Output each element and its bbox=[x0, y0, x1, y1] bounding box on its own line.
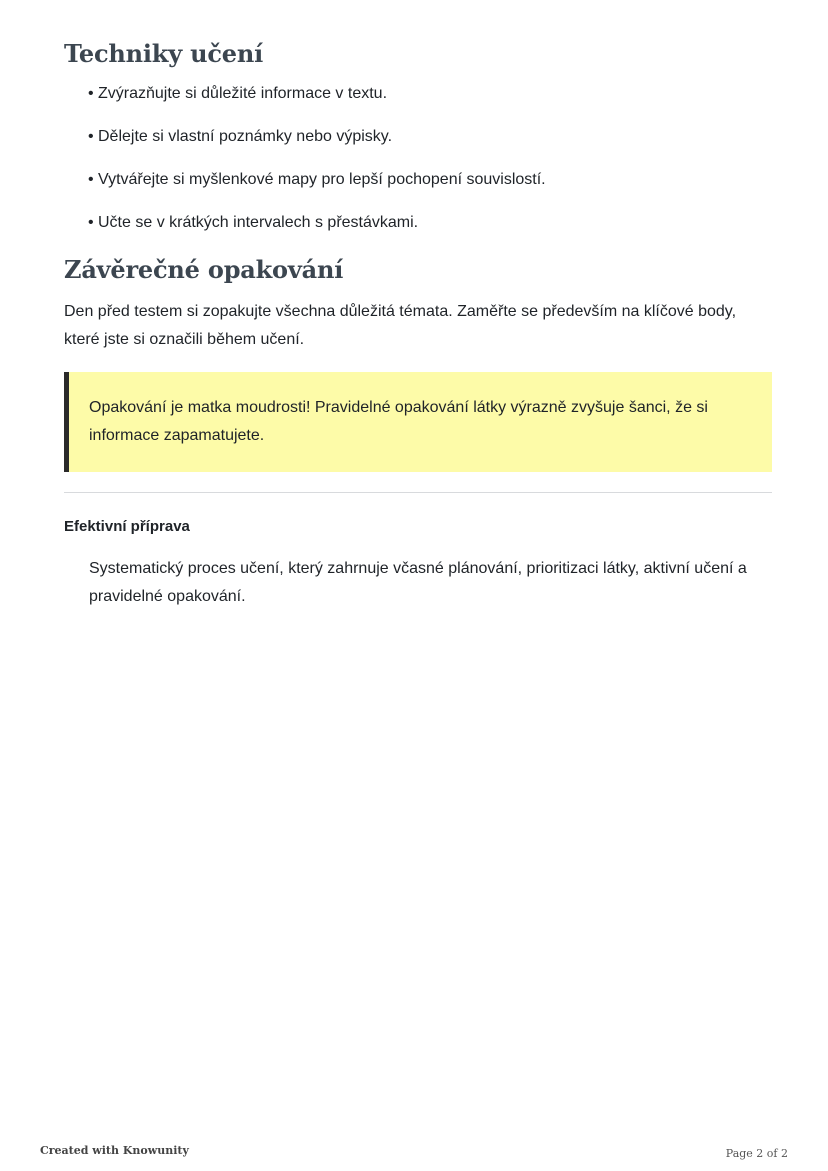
learning-techniques-list bbox=[64, 82, 772, 235]
bullet-glyph: • bbox=[88, 214, 94, 231]
list-item bbox=[88, 82, 772, 106]
list-item bbox=[88, 168, 772, 192]
bullet-glyph: • bbox=[88, 171, 94, 188]
definition-term: Efektivní příprava bbox=[64, 518, 190, 535]
bullet-glyph: • bbox=[88, 128, 94, 145]
final-review-paragraph: Den před testem si zopakujte všechna důležitá témata. Zaměřte se především na klíčové body, které jste si označili během učení. bbox=[64, 303, 737, 348]
final-review-section bbox=[64, 252, 772, 354]
list-item bbox=[88, 211, 772, 235]
footer-credit: Created with Knowunity bbox=[40, 1144, 189, 1157]
tip-callout: Opakování je matka moudrosti! Pravidelné opakování látky výrazně zvyšuje šanci, že si informace zapamatujete. bbox=[64, 372, 772, 472]
section-heading-final-review: Závěrečné opakování bbox=[64, 255, 344, 284]
list-item bbox=[88, 125, 772, 149]
list-item-text: Vytvářejte si myšlenkové mapy pro lepší pochopení souvislostí. bbox=[98, 171, 546, 188]
page-number: Page 2 of 2 bbox=[725, 1147, 788, 1160]
list-item-text: Učte se v krátkých intervalech s přestávkami. bbox=[98, 214, 419, 231]
section-heading-learning-techniques: Techniky učení bbox=[64, 39, 264, 68]
list-item-text: Zvýrazňujte si důležité informace v textu. bbox=[98, 85, 388, 102]
definition-description: Systematický proces učení, který zahrnuje včasné plánování, prioritizaci látky, aktivní učení a pravidelné opakování. bbox=[89, 560, 747, 605]
list-item-text: Dělejte si vlastní poznámky nebo výpisky. bbox=[98, 128, 393, 145]
section-divider bbox=[64, 492, 772, 493]
page-content bbox=[64, 36, 772, 611]
bullet-glyph: • bbox=[88, 85, 94, 102]
